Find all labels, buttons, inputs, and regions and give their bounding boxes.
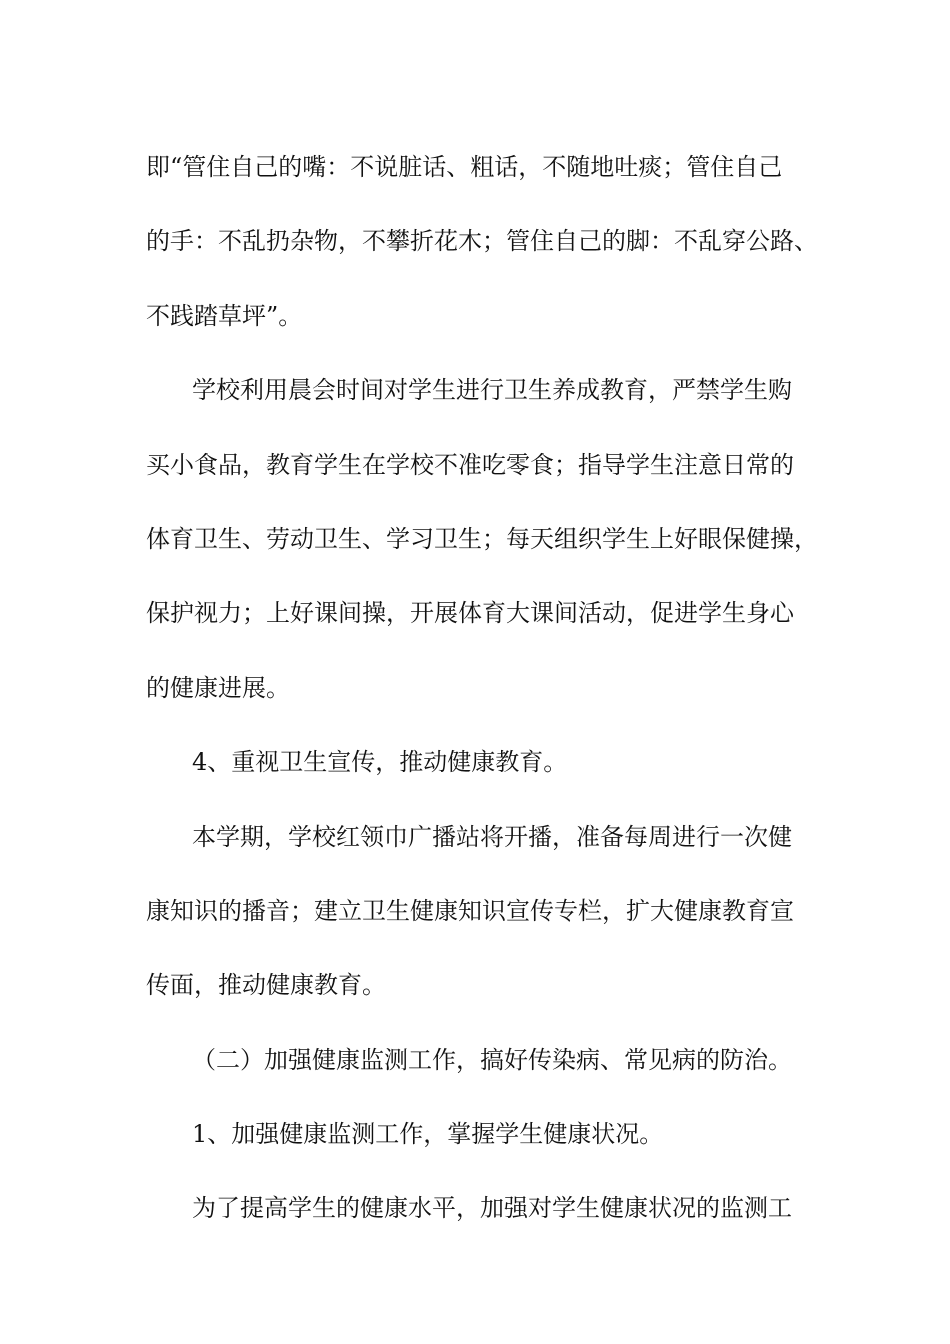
text-line: 不践踏草坪”。	[146, 301, 303, 330]
text-line: 即“管住自己的嘴：不说脏话、粗话，不随地吐痰；管住自己	[146, 153, 783, 181]
paragraph-first-line: 为了提高学生的健康水平，加强对学生健康状况的监测工	[192, 1194, 792, 1223]
text-line: 保护视力；上好课间操，开展体育大课间活动，促进学生身心	[146, 599, 794, 628]
text-line: 的健康进展。	[146, 673, 290, 702]
text-line: 传面，推动健康教育。	[146, 971, 386, 1000]
paragraph-first-line: 本学期，学校红领巾广播站将开播，准备每周进行一次健	[192, 822, 792, 851]
section-heading: 4、重视卫生宣传，推动健康教育。	[192, 748, 568, 777]
text-line: 买小食品，教育学生在学校不准吃零食；指导学生注意日常的	[146, 450, 794, 479]
section-heading: 1、加强健康监测工作，掌握学生健康状况。	[192, 1120, 664, 1149]
text-line: 的手：不乱扔杂物，不攀折花木；管住自己的脚：不乱穿公路、	[146, 227, 818, 256]
body-text	[146, 130, 836, 1246]
text-line: 康知识的播音；建立卫生健康知识宣传专栏，扩大健康教育宣	[146, 896, 794, 925]
text-line: 体育卫生、劳动卫生、学习卫生；每天组织学生上好眼保健操，	[146, 524, 818, 553]
section-heading: （二）加强健康监测工作，搞好传染病、常见病的防治。	[192, 1045, 792, 1074]
paragraph-first-line: 学校利用晨会时间对学生进行卫生养成教育，严禁学生购	[192, 376, 792, 405]
